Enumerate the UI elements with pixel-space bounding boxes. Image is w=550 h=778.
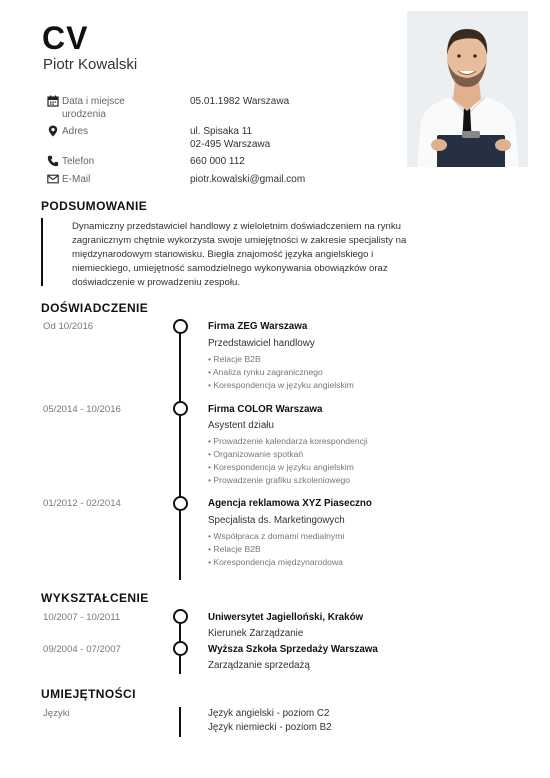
timeline-dot xyxy=(173,641,188,656)
experience-bullet: • Relacje B2B xyxy=(208,544,261,554)
person-name: Piotr Kowalski xyxy=(43,56,138,73)
experience-bullet: • Analiza rynku zagranicznego xyxy=(208,367,323,377)
timeline-dot xyxy=(173,496,188,511)
experience-bullet: • Relacje B2B xyxy=(208,354,261,364)
experience-bullet: • Organizowanie spotkań xyxy=(208,449,304,459)
experience-bullet: • Współpraca z domami medialnymi xyxy=(208,531,345,541)
experience-bullet: • Korespondencja w języku angielskim xyxy=(208,380,354,390)
calendar-icon xyxy=(47,95,59,107)
education-date: 10/2007 - 10/2011 xyxy=(43,612,121,623)
timeline-dot xyxy=(173,319,188,334)
education-field: Kierunek Zarządzanie xyxy=(208,628,304,639)
experience-company: Firma ZEG Warszawa xyxy=(208,321,308,332)
experience-bullet: • Korespondencja międzynarodowa xyxy=(208,557,343,567)
education-school: Uniwersytet Jagielloński, Kraków xyxy=(208,612,364,623)
experience-timeline-line xyxy=(179,325,181,580)
skill-item: Język niemiecki - poziom B2 xyxy=(208,722,332,733)
timeline-dot xyxy=(173,401,188,416)
experience-company: Agencja reklamowa XYZ Piaseczno xyxy=(208,498,372,509)
experience-role: Specjalista ds. Marketingowych xyxy=(208,515,345,526)
envelope-icon xyxy=(47,173,59,185)
profile-photo xyxy=(407,11,528,167)
birth-value: 05.01.1982 Warszawa xyxy=(190,96,290,107)
birth-label: Data i miejsce urodzenia xyxy=(62,96,125,120)
address-label: Adres xyxy=(62,126,89,137)
experience-date: Od 10/2016 xyxy=(43,321,94,332)
address-line1: ul. Spisaka 11 xyxy=(190,126,253,137)
experience-date: 01/2012 - 02/2014 xyxy=(43,498,121,509)
summary-heading: PODSUMOWANIE xyxy=(41,199,148,213)
skills-heading: UMIEJĘTNOŚCI xyxy=(41,687,136,701)
experience-role: Przedstawiciel handlowy xyxy=(208,338,315,349)
experience-heading: DOŚWIADCZENIE xyxy=(41,301,149,315)
experience-role: Asystent działu xyxy=(208,420,274,431)
summary-text: Dynamiczny przedstawiciel handlowy z wieloletnim doświadczeniem na rynku zagranicznym chętnie wykorzysta swoje umiejętności w zakresie specjalisty na międzynarodowym stanowisku. Biegła znajomość języka angielskiego i niemieckiego, umiejętność samodzielnego wykonywania obowiązków oraz doświadczenie w prowadzeniu zespołu. xyxy=(72,221,407,288)
experience-bullet: • Prowadzenie kalendarza korespondencji xyxy=(208,436,368,446)
skills-category-label: Języki xyxy=(43,708,70,719)
experience-company: Firma COLOR Warszawa xyxy=(208,404,323,415)
education-school: Wyższa Szkoła Sprzedaży Warszawa xyxy=(208,644,378,655)
skill-item: Język angielski - poziom C2 xyxy=(208,708,330,719)
skills-divider-line xyxy=(179,707,181,737)
experience-bullet: • Prowadzenie grafiku szkoleniowego xyxy=(208,475,351,485)
summary-accent-bar xyxy=(41,218,43,286)
address-line2: 02-495 Warszawa xyxy=(190,139,271,150)
cv-title: CV xyxy=(42,20,89,56)
location-pin-icon xyxy=(47,125,59,137)
email-value: piotr.kowalski@gmail.com xyxy=(190,174,306,185)
education-date: 09/2004 - 07/2007 xyxy=(43,644,121,655)
education-field: Zarządzanie sprzedażą xyxy=(208,660,310,671)
email-label: E-Mail xyxy=(62,174,91,185)
phone-value: 660 000 112 xyxy=(190,156,245,167)
phone-label: Telefon xyxy=(62,156,95,167)
person-portrait-image xyxy=(407,11,528,167)
timeline-dot xyxy=(173,609,188,624)
education-heading: WYKSZTAŁCENIE xyxy=(41,591,149,605)
experience-bullet: • Korespondencja w języku angielskim xyxy=(208,462,354,472)
phone-icon xyxy=(47,155,59,167)
experience-date: 05/2014 - 10/2016 xyxy=(43,404,121,415)
